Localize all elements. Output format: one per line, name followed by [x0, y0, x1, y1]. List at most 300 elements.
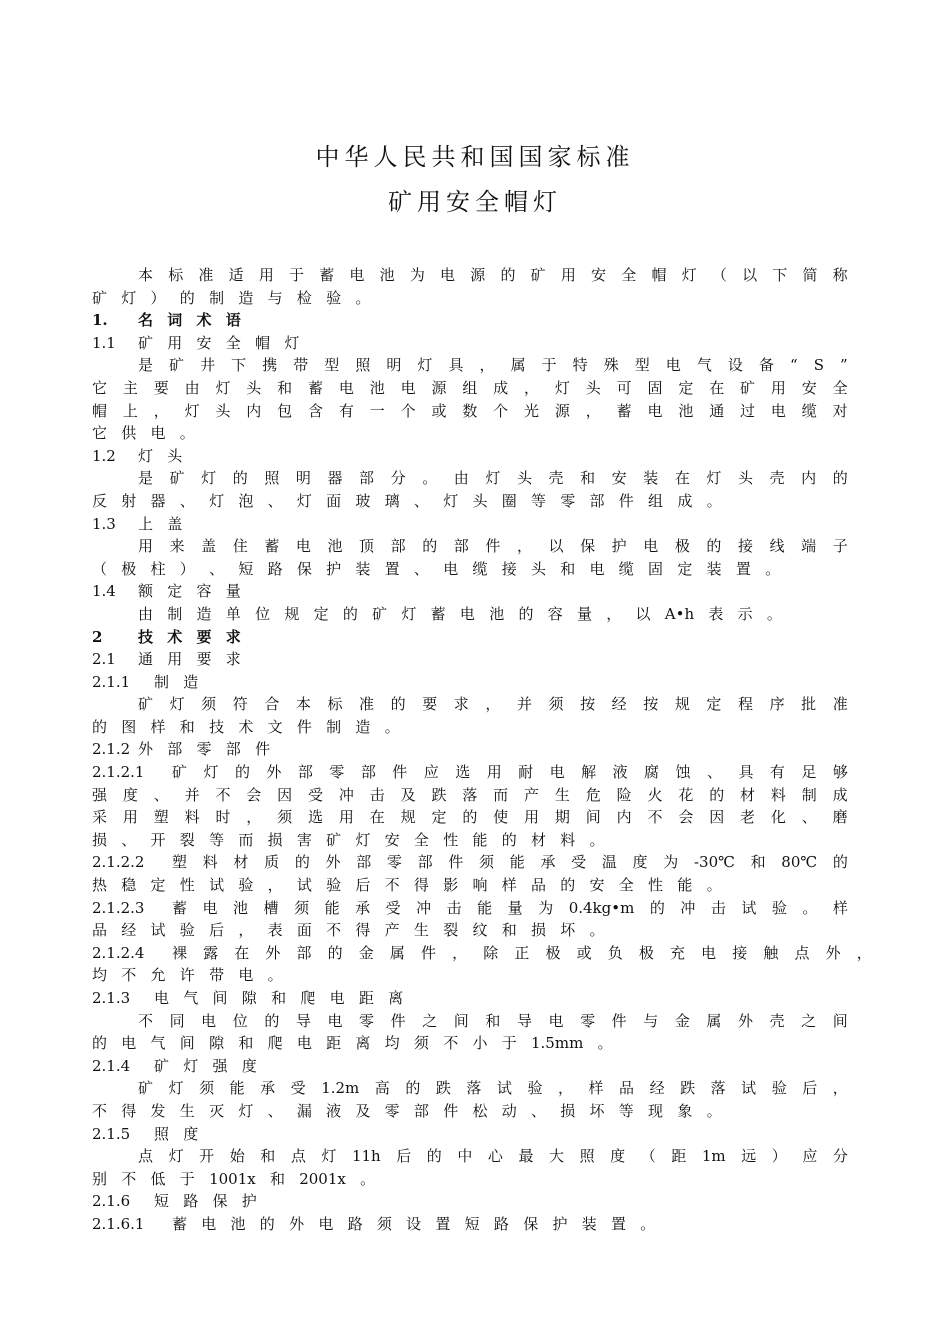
glyph: 件: [390, 1011, 406, 1030]
glyph: ，: [832, 1079, 848, 1098]
glyph: 并: [184, 785, 200, 804]
glyph: 而: [493, 785, 509, 804]
glyph: 全: [413, 830, 429, 849]
glyph: 容: [547, 604, 563, 623]
glyph: 灯: [321, 1147, 337, 1166]
glyph: 和: [269, 1169, 285, 1188]
glyph: ，: [153, 401, 169, 420]
glyph: 性: [648, 876, 664, 895]
glyph: 须: [376, 1214, 392, 1233]
glyph: 经: [121, 921, 137, 940]
glyph: 为: [663, 853, 679, 872]
glyph: 和: [277, 378, 293, 397]
glyph: 灯: [168, 1079, 184, 1098]
glyph: 要: [422, 695, 438, 714]
glyph: 。: [179, 424, 195, 443]
glyph: 灯: [443, 491, 459, 510]
glyph: 、: [267, 491, 283, 510]
section-number: 2.1.2.1: [92, 763, 145, 782]
glyph: 求: [453, 695, 469, 714]
section-number: 2.1.2.3: [92, 898, 145, 917]
glyph: 的: [560, 876, 576, 895]
glyph: 试: [150, 921, 166, 940]
text-line: [92, 354, 848, 377]
glyph: 材: [233, 853, 249, 872]
section-number: 1.: [92, 311, 108, 330]
glyph: 选: [455, 763, 471, 782]
glyph: 不: [443, 1034, 459, 1053]
glyph: 电: [201, 1011, 217, 1030]
glyph: 由: [453, 469, 469, 488]
glyph: 点: [794, 943, 810, 962]
glyph: 护: [326, 559, 342, 578]
text-line: [92, 467, 848, 490]
glyph: 于: [501, 1034, 517, 1053]
glyph: 部: [297, 763, 313, 782]
glyph: 极: [674, 537, 690, 556]
glyph: 全: [621, 266, 637, 284]
glyph: 照: [579, 1147, 595, 1166]
glyph: 置: [384, 559, 400, 578]
glyph: 耐: [518, 763, 534, 782]
glyph: 漏: [296, 1101, 312, 1120]
line-text: [138, 1010, 848, 1033]
glyph: 的: [422, 537, 438, 556]
glyph: 在: [709, 378, 725, 397]
glyph: 全: [832, 378, 848, 397]
glyph: 或: [576, 943, 592, 962]
glyph: 电: [329, 989, 345, 1007]
glyph: 于: [179, 1169, 195, 1188]
glyph: 和: [260, 1147, 276, 1166]
line-text: [172, 897, 848, 920]
glyph: 采: [92, 808, 108, 827]
line-text: [138, 693, 848, 716]
glyph: 件: [421, 943, 437, 962]
text-line: [92, 332, 848, 355]
glyph: 不: [121, 966, 137, 985]
glyph: 池: [678, 401, 694, 420]
glyph: 间: [179, 1034, 195, 1053]
glyph: 经: [611, 695, 627, 714]
glyph: 坏: [560, 921, 576, 940]
glyph: 的: [294, 853, 310, 872]
glyph: 极: [638, 943, 654, 962]
glyph: 极: [545, 943, 561, 962]
glyph: 池: [489, 604, 505, 623]
glyph: 顶: [359, 537, 375, 556]
glyph: 、: [267, 1101, 283, 1120]
glyph: 试: [496, 1079, 512, 1098]
line-text: [138, 309, 255, 332]
glyph: 。: [706, 491, 722, 510]
glyph: 全: [618, 876, 634, 895]
glyph: （: [92, 559, 108, 578]
glyph: 置: [735, 559, 751, 578]
glyph: 击: [446, 898, 462, 917]
glyph: ，: [452, 943, 468, 962]
glyph: 松: [472, 1101, 488, 1120]
glyph: 成: [493, 378, 509, 397]
text-line: [92, 1100, 848, 1123]
glyph: 准: [832, 695, 848, 714]
glyph: 射: [121, 491, 137, 510]
text-line: [92, 580, 848, 603]
glyph: 短: [154, 1192, 170, 1211]
glyph: 、: [121, 830, 137, 849]
glyph: 动: [501, 1101, 517, 1120]
glyph: 定: [313, 604, 329, 623]
glyph: 爬: [267, 1034, 283, 1053]
glyph: 和: [271, 989, 287, 1007]
glyph: 制: [801, 785, 817, 804]
glyph: 池: [230, 1214, 246, 1233]
glyph: 包: [277, 401, 293, 420]
glyph: 试: [209, 876, 225, 895]
glyph: 落: [466, 1079, 482, 1098]
glyph: 灯: [138, 446, 154, 465]
glyph: 于: [541, 356, 557, 375]
text-line: [92, 964, 848, 987]
glyph: 保: [296, 559, 312, 578]
glyph: 部: [167, 740, 183, 759]
text-line: [92, 784, 848, 807]
glyph: 够: [832, 763, 848, 782]
glyph: 均: [92, 966, 108, 985]
glyph: 反: [92, 491, 108, 510]
glyph: 成: [677, 491, 693, 510]
text-line: [92, 693, 848, 716]
glyph: 造: [355, 717, 371, 736]
section-number: 2: [92, 627, 103, 646]
glyph: 零: [560, 491, 576, 510]
glyph: 称: [832, 266, 848, 284]
glyph: 要: [196, 650, 212, 669]
glyph: 时: [215, 808, 231, 827]
glyph: 部: [359, 469, 375, 488]
section-number: 2.1.3: [92, 989, 131, 1007]
glyph: 气: [696, 356, 712, 375]
section-number: 2.1.2: [92, 740, 131, 759]
glyph: 壳: [548, 469, 564, 488]
line-text: [92, 784, 848, 807]
glyph: 批: [801, 695, 817, 714]
glyph: 试: [741, 1079, 757, 1098]
glyph: 为: [409, 266, 425, 284]
glyph: 料: [560, 830, 576, 849]
glyph: 度: [183, 1124, 199, 1143]
indent-space: [92, 1145, 138, 1168]
glyph: 照: [154, 1124, 170, 1143]
glyph: 电: [201, 1214, 217, 1233]
glyph: 须: [201, 695, 217, 714]
glyph: 灯: [485, 469, 501, 488]
line-text: [172, 851, 848, 874]
glyph: 强: [212, 1056, 228, 1075]
glyph: 之: [422, 1011, 438, 1030]
glyph: 许: [179, 966, 195, 985]
glyph: 装: [581, 1214, 597, 1233]
glyph: 液: [326, 1101, 342, 1120]
glyph: 能: [509, 853, 525, 872]
glyph: 电: [548, 1011, 564, 1030]
line-text: [92, 1100, 736, 1123]
glyph: 上: [138, 514, 154, 533]
glyph: 的: [706, 537, 722, 556]
glyph: 受: [290, 1079, 306, 1098]
text-line: [92, 490, 848, 513]
text-line: [92, 716, 848, 739]
glyph: 接: [737, 537, 753, 556]
glyph: 电: [349, 266, 365, 284]
glyph: 离: [388, 989, 404, 1007]
glyph: 电: [238, 966, 254, 985]
glyph: 电: [295, 537, 311, 556]
glyph: 词: [167, 311, 183, 330]
text-line: [92, 648, 848, 671]
glyph: 内: [616, 808, 632, 827]
glyph: 属: [706, 1011, 722, 1030]
glyph: 本: [295, 695, 311, 714]
glyph: 它: [92, 378, 108, 397]
glyph: 造: [183, 672, 199, 691]
glyph: 路: [183, 1192, 199, 1211]
glyph: 面: [296, 921, 312, 940]
glyph: A•h: [664, 604, 695, 623]
glyph: 极: [121, 559, 137, 578]
glyph: 材: [530, 830, 546, 849]
glyph: 承: [260, 1079, 276, 1098]
glyph: 路: [493, 1214, 509, 1233]
glyph: 灯: [215, 378, 231, 397]
glyph: ，: [557, 1079, 573, 1098]
line-text: [92, 558, 794, 581]
glyph: 电: [701, 943, 717, 962]
glyph: 的: [390, 695, 406, 714]
glyph: 中: [457, 1147, 473, 1166]
glyph: 电: [459, 604, 475, 623]
glyph: 纹: [472, 921, 488, 940]
glyph: 帽: [92, 401, 108, 420]
line-text: [92, 919, 619, 942]
glyph: ，: [238, 921, 254, 940]
glyph: 定: [706, 695, 722, 714]
glyph: 点: [290, 1147, 306, 1166]
glyph: 源: [431, 378, 447, 397]
glyph: 短: [464, 1214, 480, 1233]
glyph: 示: [737, 604, 753, 623]
glyph: 圈: [501, 491, 517, 510]
glyph: 性: [443, 830, 459, 849]
glyph: 品: [619, 1079, 635, 1098]
glyph: 对: [832, 401, 848, 420]
glyph: 置: [435, 1214, 451, 1233]
line-text: [138, 648, 255, 671]
glyph: 能: [324, 898, 340, 917]
glyph: 磨: [832, 808, 848, 827]
glyph: 术: [167, 627, 183, 646]
glyph: 验: [179, 921, 195, 940]
glyph: S: [813, 356, 824, 375]
glyph: 。: [706, 1101, 722, 1120]
glyph: 电: [665, 356, 681, 375]
document-body: [92, 264, 872, 1236]
glyph: 同: [169, 1011, 185, 1030]
glyph: 距: [326, 1034, 342, 1053]
glyph: （: [640, 1147, 656, 1166]
glyph: 的: [264, 1011, 280, 1030]
text-line: [92, 987, 848, 1010]
glyph: 须: [199, 1079, 215, 1098]
glyph: 品: [92, 921, 108, 940]
glyph: 经: [649, 1079, 665, 1098]
line-text: [172, 942, 872, 965]
line-text: [92, 964, 297, 987]
glyph: 蓄: [308, 378, 324, 397]
glyph: 金: [674, 1011, 690, 1030]
line-text: [154, 671, 213, 694]
glyph: 裂: [443, 921, 459, 940]
glyph: 以: [742, 266, 758, 284]
glyph: 不: [384, 876, 400, 895]
glyph: 。: [360, 1169, 376, 1188]
glyph: 样: [588, 1079, 604, 1098]
glyph: 灯: [203, 763, 219, 782]
glyph: 璃: [384, 491, 400, 510]
glyph: 带: [209, 966, 225, 985]
text-line: [92, 1213, 848, 1236]
glyph: 缆: [801, 401, 817, 420]
glyph: 安: [611, 469, 627, 488]
glyph: 壳: [769, 469, 785, 488]
glyph: 花: [678, 785, 694, 804]
glyph: 高: [374, 1079, 390, 1098]
glyph: 定: [431, 808, 447, 827]
glyph: 电: [121, 1034, 137, 1053]
text-line: [92, 1010, 848, 1033]
glyph: 用: [338, 808, 354, 827]
indent-space: [92, 603, 138, 626]
glyph: 的: [342, 604, 358, 623]
glyph: 安: [591, 266, 607, 284]
glyph: 下: [231, 356, 247, 375]
glyph: 的: [234, 763, 250, 782]
glyph: 制: [326, 717, 342, 736]
glyph: 受: [308, 785, 324, 804]
glyph: 固: [648, 559, 664, 578]
line-text: [172, 1213, 670, 1236]
glyph: 分: [390, 469, 406, 488]
glyph: 端: [801, 537, 817, 556]
glyph: 它: [92, 424, 108, 443]
glyph: 损: [267, 830, 283, 849]
glyph: 远: [741, 1147, 757, 1166]
glyph: 电: [443, 559, 459, 578]
glyph: 缆: [472, 559, 488, 578]
glyph: 1.2m: [321, 1079, 360, 1098]
glyph: 危: [585, 785, 601, 804]
text-line: [92, 287, 848, 310]
text-line: [92, 422, 848, 445]
glyph: 为: [538, 898, 554, 917]
glyph: 充: [670, 943, 686, 962]
glyph: 2001x: [299, 1169, 346, 1188]
glyph: 间: [453, 1011, 469, 1030]
glyph: 隙: [241, 989, 257, 1007]
line-text: [138, 738, 284, 761]
glyph: 泡: [238, 491, 254, 510]
glyph: 护: [552, 1214, 568, 1233]
glyph: 灯: [554, 378, 570, 397]
glyph: 件: [448, 853, 464, 872]
glyph: 的: [405, 1079, 421, 1098]
glyph: 矿: [138, 1079, 154, 1098]
glyph: 池: [327, 537, 343, 556]
glyph: 件: [392, 763, 408, 782]
glyph: 型: [324, 356, 340, 375]
glyph: 和: [580, 469, 596, 488]
glyph: 导: [295, 1011, 311, 1030]
glyph: 设: [727, 356, 743, 375]
glyph: 影: [443, 876, 459, 895]
glyph: 槽: [263, 898, 279, 917]
glyph: 验: [527, 1079, 543, 1098]
glyph: 灯: [401, 604, 417, 623]
glyph: 定: [150, 876, 166, 895]
glyph: 小: [472, 1034, 488, 1053]
glyph: 护: [241, 1192, 257, 1211]
glyph: 位: [255, 604, 271, 623]
glyph: 爬: [300, 989, 316, 1007]
glyph: 。: [589, 921, 605, 940]
glyph: 触: [763, 943, 779, 962]
glyph: 在: [369, 808, 385, 827]
glyph: （: [711, 266, 727, 284]
glyph: 部: [589, 491, 605, 510]
glyph: 跌: [680, 1079, 696, 1098]
glyph: 求: [225, 650, 241, 669]
glyph: ，: [606, 604, 622, 623]
glyph: 技: [209, 717, 225, 736]
glyph: 量: [576, 604, 592, 623]
glyph: 灯: [183, 1056, 199, 1075]
glyph: 器: [327, 469, 343, 488]
glyph: 隙: [209, 1034, 225, 1053]
glyph: 验: [326, 876, 342, 895]
glyph: 导: [516, 1011, 532, 1030]
glyph: 帽: [255, 333, 271, 352]
line-text: [172, 761, 848, 784]
glyph: 壳: [769, 1011, 785, 1030]
glyph: 组: [648, 491, 664, 510]
glyph: 点: [138, 1147, 154, 1166]
glyph: 按: [643, 695, 659, 714]
glyph: 。: [766, 604, 782, 623]
glyph: 80℃: [781, 853, 818, 872]
line-text: [92, 422, 209, 445]
glyph: 样: [501, 876, 517, 895]
glyph: 间: [832, 1011, 848, 1030]
glyph: 的: [179, 288, 195, 307]
glyph: 电: [549, 763, 565, 782]
glyph: 等: [618, 1101, 634, 1120]
line-text: [138, 1145, 848, 1168]
glyph: 蚀: [675, 763, 691, 782]
text-line: [92, 264, 848, 287]
document-subtitle: 矿用安全帽灯: [388, 188, 562, 216]
glyph: 生: [179, 1101, 195, 1120]
glyph: 源: [470, 266, 486, 284]
